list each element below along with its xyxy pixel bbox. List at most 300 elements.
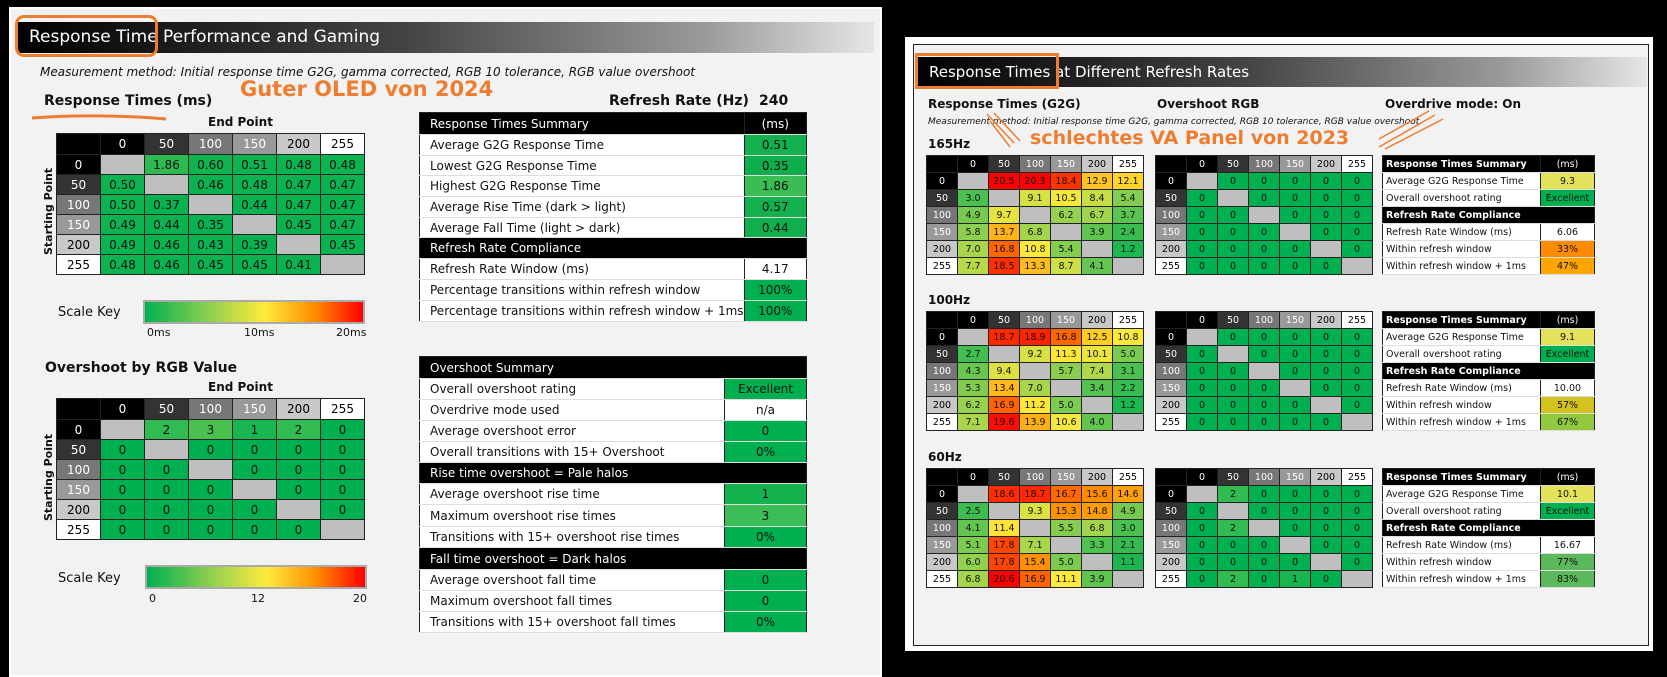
matrix-col-header: 255 [321,134,365,155]
matrix-col-header: 200 [1082,469,1113,486]
summary1-row-label: Highest G2G Response Time [420,176,745,197]
matrix-cell: 1.1 [1113,554,1144,571]
summary-label: Overall overshoot rating [1383,346,1541,363]
matrix-cell: 0 [1249,571,1280,588]
matrix-cell: 0.48 [321,155,365,175]
matrix-cell: 2 [277,420,321,440]
matrix-corner [927,312,958,329]
matrix-cell: 0 [1249,224,1280,241]
matrix-cell: 0.44 [145,215,189,235]
matrix-row-header: 50 [927,503,958,520]
matrix-cell: 2.1 [1113,537,1144,554]
summary-value: (ms) [1541,312,1595,329]
matrix-cell: 18.6 [989,486,1020,503]
matrix-cell: 2.7 [958,346,989,363]
rt-end-point-label: End Point [208,115,273,129]
matrix-cell: 6.8 [1082,520,1113,537]
matrix-cell: 1 [233,420,277,440]
matrix-corner [57,134,101,155]
matrix-cell [145,440,189,460]
rt-matrix-165Hz [926,155,1144,275]
matrix-cell: 0 [1187,537,1218,554]
matrix-cell: 0 [1249,190,1280,207]
matrix-col-header: 200 [1311,469,1342,486]
matrix-cell: 11.2 [1020,397,1051,414]
matrix-cell: 4.1 [958,520,989,537]
summary-label: Refresh Rate Compliance [1383,363,1595,380]
scale1-label: Scale Key [58,305,121,320]
matrix-cell [1218,346,1249,363]
summary-value: 6.06 [1541,224,1595,241]
matrix-cell: 0.47 [321,215,365,235]
matrix-cell: 0.45 [189,255,233,275]
matrix-row-header: 200 [927,554,958,571]
matrix-cell: 0 [1249,537,1280,554]
matrix-cell: 2.4 [1113,224,1144,241]
summary-label: Within refresh window [1383,397,1541,414]
matrix-cell [321,255,365,275]
matrix-cell: 0 [321,440,365,460]
matrix-row-header: 100 [1156,207,1187,224]
matrix-cell: 7.0 [958,241,989,258]
matrix-cell: 7.1 [1020,537,1051,554]
matrix-cell: 0 [1280,258,1311,275]
summary-label: Refresh Rate Window (ms) [1383,224,1541,241]
matrix-col-header: 200 [1311,156,1342,173]
matrix-cell: 16.9 [989,397,1020,414]
matrix-cell: 16.7 [1051,486,1082,503]
matrix-cell: 11.1 [1051,571,1082,588]
matrix-cell: 0.46 [145,235,189,255]
matrix-cell: 9.4 [989,363,1020,380]
matrix-row-header: 50 [57,175,101,195]
matrix-cell [1311,554,1342,571]
matrix-cell: 0 [1280,397,1311,414]
matrix-col-header: 150 [1051,156,1082,173]
matrix-cell: 0 [1311,537,1342,554]
matrix-row-header: 100 [57,460,101,480]
matrix-col-header: 50 [145,134,189,155]
left-method-text: Measurement method: Initial response time G2G, gamma corrected, RGB 10 tolerance, RGB value overshoot [40,65,696,79]
matrix-cell: 0 [1280,554,1311,571]
matrix-cell [989,503,1020,520]
matrix-cell: 0.47 [277,195,321,215]
matrix-cell [1113,258,1144,275]
matrix-col-header: 150 [1280,312,1311,329]
matrix-col-header: 100 [1249,156,1280,173]
matrix-cell [1113,571,1144,588]
matrix-col-header: 0 [101,134,145,155]
matrix-cell: 6.8 [958,571,989,588]
matrix-row-header: 255 [927,258,958,275]
matrix-cell [1082,397,1113,414]
matrix-cell: 7.7 [958,258,989,275]
matrix-cell: 18.5 [989,258,1020,275]
matrix-cell: 0 [233,440,277,460]
rise-header: Rise time overshoot = Pale halos [420,463,807,484]
matrix-cell: 4.9 [1113,503,1144,520]
summary-value: 9.1 [1541,329,1595,346]
matrix-cell: 0 [145,500,189,520]
matrix-cell: 1.86 [145,155,189,175]
rise-row-label: Transitions with 15+ overshoot rise times [420,527,725,548]
summary-label: Response Times Summary [1383,312,1541,329]
matrix-cell [1051,380,1082,397]
matrix-cell: 0 [1280,503,1311,520]
summary-label: Average G2G Response Time [1383,329,1541,346]
matrix-cell: 0 [189,440,233,460]
matrix-cell: 0.41 [277,255,321,275]
matrix-cell: 18.9 [1020,329,1051,346]
matrix-col-header: 200 [1082,312,1113,329]
matrix-cell: 0.60 [189,155,233,175]
matrix-cell: 10.1 [1082,346,1113,363]
matrix-cell: 20.5 [989,173,1020,190]
matrix-cell: 10.5 [1051,190,1082,207]
matrix-cell: 0 [1311,346,1342,363]
matrix-cell: 0.43 [189,235,233,255]
matrix-corner [927,469,958,486]
matrix-cell: 0.37 [145,195,189,215]
matrix-row-header: 100 [57,195,101,215]
matrix-cell: 5.3 [958,380,989,397]
fall-row-value: 0% [725,612,807,633]
matrix-cell [958,173,989,190]
matrix-cell: 5.0 [1113,346,1144,363]
rt-heading-underline [30,109,170,123]
matrix-cell: 0 [1342,190,1373,207]
matrix-col-header: 50 [145,399,189,420]
matrix-cell: 5.4 [1051,241,1082,258]
summary1-row-value: 0.51 [744,135,806,156]
matrix-cell: 1.2 [1113,241,1144,258]
matrix-cell [1342,571,1373,588]
matrix-cell: 0 [233,520,277,540]
matrix-cell: 1 [1280,571,1311,588]
matrix-col-header: 100 [189,399,233,420]
matrix-row-header: 0 [57,155,101,175]
right-title-rest: at Different Refresh Rates [1050,63,1250,81]
annotation-scribble-right [1377,109,1447,151]
summary-value: 47% [1541,258,1595,275]
right-panel [905,37,1653,651]
matrix-cell: 13.4 [989,380,1020,397]
response-times-summary [419,112,807,322]
matrix-cell: 0 [1249,241,1280,258]
matrix-cell [958,329,989,346]
left-panel [9,7,882,677]
matrix-cell: 3.1 [1113,363,1144,380]
matrix-cell: 0 [1280,520,1311,537]
matrix-col-header: 100 [1020,312,1051,329]
matrix-cell: 0 [1311,520,1342,537]
summary-label: Refresh Rate Compliance [1383,207,1595,224]
summary2-row-label: Overdrive mode used [420,400,725,421]
matrix-cell: 0 [1311,207,1342,224]
matrix-cell: 12.9 [1082,173,1113,190]
matrix-row-header: 255 [927,571,958,588]
matrix-cell: 6.8 [1020,224,1051,241]
matrix-cell [233,215,277,235]
matrix-cell: 0 [1342,503,1373,520]
matrix-cell: 0 [1280,207,1311,224]
matrix-cell: 11.3 [1051,346,1082,363]
summary-label: Response Times Summary [1383,469,1541,486]
matrix-cell: 0 [1311,503,1342,520]
matrix-cell: 3.7 [1113,207,1144,224]
matrix-cell: 3 [189,420,233,440]
matrix-cell: 0 [321,480,365,500]
matrix-cell: 0 [1311,258,1342,275]
matrix-col-header: 50 [1218,156,1249,173]
os-matrix-60Hz [1155,468,1373,588]
summary2-row-value: n/a [725,400,807,421]
matrix-cell: 0 [1249,173,1280,190]
summary-value: 57% [1541,397,1595,414]
matrix-cell: 10.8 [1113,329,1144,346]
matrix-cell: 0.47 [277,175,321,195]
matrix-cell: 0 [1218,397,1249,414]
right-title-highlight-box [915,53,1059,89]
matrix-cell: 8.7 [1051,258,1082,275]
matrix-cell: 0 [1342,537,1373,554]
summary-label: Response Times Summary [1383,156,1541,173]
matrix-row-header: 50 [1156,346,1187,363]
matrix-cell: 17.8 [989,537,1020,554]
left-title-highlight-box [15,15,158,57]
matrix-cell: 5.5 [1051,520,1082,537]
matrix-cell: 0 [1342,486,1373,503]
matrix-cell: 0 [101,520,145,540]
matrix-cell [1218,503,1249,520]
matrix-cell: 0 [1218,241,1249,258]
matrix-cell: 0 [1311,571,1342,588]
matrix-col-header: 200 [1311,312,1342,329]
right-col-rt-label: Response Times (G2G) [928,97,1081,111]
matrix-row-header: 0 [1156,329,1187,346]
matrix-corner [1156,469,1187,486]
summary2-row-label: Average overshoot error [420,421,725,442]
matrix-row-header: 200 [927,241,958,258]
matrix-cell: 0 [1311,486,1342,503]
matrix-row-header: 200 [1156,241,1187,258]
os-matrix-100Hz [1155,311,1373,431]
matrix-cell: 13.3 [1020,258,1051,275]
matrix-cell: 0.50 [101,175,145,195]
matrix-cell: 0.47 [321,175,365,195]
matrix-cell: 0 [1187,241,1218,258]
matrix-cell: 0 [1342,329,1373,346]
matrix-cell [1249,520,1280,537]
matrix-col-header: 0 [958,156,989,173]
matrix-cell: 0 [1311,173,1342,190]
matrix-cell: 16.8 [989,241,1020,258]
matrix-cell: 0 [1187,397,1218,414]
matrix-cell: 17.8 [989,554,1020,571]
matrix-cell: 0 [101,440,145,460]
matrix-cell: 0 [1187,554,1218,571]
matrix-cell [1249,207,1280,224]
summary-label: Refresh Rate Window (ms) [1383,537,1541,554]
matrix-row-header: 0 [1156,173,1187,190]
matrix-row-header: 150 [927,224,958,241]
matrix-cell: 8.4 [1082,190,1113,207]
matrix-cell: 4.1 [1082,258,1113,275]
summary-60Hz [1382,468,1595,588]
matrix-cell: 0 [1187,520,1218,537]
matrix-cell [277,500,321,520]
matrix-cell [1342,414,1373,431]
matrix-cell [958,486,989,503]
summary-value: 33% [1541,241,1595,258]
matrix-cell: 0.46 [145,255,189,275]
matrix-row-header: 255 [57,520,101,540]
matrix-cell: 0 [1187,190,1218,207]
matrix-cell [1020,363,1051,380]
matrix-cell: 9.1 [1020,190,1051,207]
summary1-unit: (ms) [744,113,806,135]
os-starting-point-label: Starting Point [42,433,55,521]
matrix-cell: 0 [1249,397,1280,414]
matrix-cell: 0 [1311,363,1342,380]
matrix-cell: 6.2 [1051,207,1082,224]
matrix-row-header: 150 [1156,537,1187,554]
matrix-cell: 0 [277,460,321,480]
matrix-cell: 0 [321,420,365,440]
matrix-corner [927,156,958,173]
matrix-cell: 0 [1280,241,1311,258]
scale2-mid: 12 [251,592,265,605]
matrix-cell: 0 [1187,503,1218,520]
summary2-row-value: 0% [725,442,807,463]
matrix-cell: 0 [1218,224,1249,241]
matrix-cell: 0 [1249,258,1280,275]
annotation-scribble-left [984,111,1024,151]
rise-row-value: 1 [725,484,807,505]
summary2-row-label: Overall overshoot rating [420,379,725,400]
matrix-col-header: 100 [1249,312,1280,329]
matrix-cell [1311,397,1342,414]
matrix-row-header: 255 [1156,258,1187,275]
matrix-cell: 0 [1218,258,1249,275]
matrix-cell: 3.0 [1113,520,1144,537]
matrix-row-header: 150 [1156,224,1187,241]
summary-label: Average G2G Response Time [1383,173,1541,190]
matrix-cell: 0 [1280,414,1311,431]
summary-label: Refresh Rate Compliance [1383,520,1595,537]
matrix-cell [1280,224,1311,241]
matrix-cell: 0 [1280,190,1311,207]
right-panel-inner [913,44,1649,646]
right-annotation: schlechtes VA Panel von 2023 [1030,127,1350,149]
matrix-cell: 0 [1187,363,1218,380]
matrix-cell [1311,241,1342,258]
matrix-cell: 0.45 [277,215,321,235]
matrix-cell: 4.3 [958,363,989,380]
summary-label: Overall overshoot rating [1383,190,1541,207]
matrix-col-header: 50 [989,312,1020,329]
matrix-cell: 13.7 [989,224,1020,241]
compliance-row-label: Refresh Rate Window (ms) [420,259,745,280]
matrix-cell: 0 [277,480,321,500]
summary-value: 10.1 [1541,486,1595,503]
matrix-row-header: 200 [57,235,101,255]
refresh-rate-heading: 165Hz [928,137,971,151]
matrix-cell: 0 [1218,207,1249,224]
matrix-cell: 0 [1342,554,1373,571]
matrix-cell: 9.7 [989,207,1020,224]
matrix-cell [1187,173,1218,190]
matrix-col-header: 255 [1342,469,1373,486]
matrix-cell: 0 [1249,380,1280,397]
matrix-col-header: 50 [1218,469,1249,486]
matrix-cell: 0 [101,460,145,480]
matrix-cell: 0 [1249,554,1280,571]
os-matrix [56,398,365,540]
os-heading: Overshoot by RGB Value [45,360,238,376]
matrix-cell: 0 [1249,503,1280,520]
matrix-row-header: 255 [927,414,958,431]
matrix-cell: 0 [233,460,277,480]
matrix-cell [145,175,189,195]
rt-heading: Response Times (ms) [44,93,213,109]
matrix-cell: 0 [1187,414,1218,431]
matrix-col-header: 0 [1187,469,1218,486]
summary-100Hz [1382,311,1595,431]
summary-label: Within refresh window + 1ms [1383,258,1541,275]
matrix-cell: 15.6 [1082,486,1113,503]
matrix-cell: 0 [1249,329,1280,346]
matrix-cell [1218,190,1249,207]
rise-row-value: 0% [725,527,807,548]
scale2-min: 0 [149,592,156,605]
rt-matrix-100Hz [926,311,1144,431]
matrix-cell: 3.4 [1082,380,1113,397]
matrix-cell: 9.2 [1020,346,1051,363]
matrix-cell [1020,207,1051,224]
matrix-cell: 0 [1342,520,1373,537]
compliance-header: Refresh Rate Compliance [420,238,807,259]
matrix-cell: 0 [1218,380,1249,397]
matrix-cell: 0 [1280,346,1311,363]
summary-value: Excellent [1541,190,1595,207]
scale2-max: 20 [353,592,367,605]
matrix-col-header: 150 [1051,312,1082,329]
matrix-cell: 0 [1218,554,1249,571]
matrix-row-header: 255 [1156,414,1187,431]
rt-starting-point-label: Starting Point [42,167,55,255]
matrix-cell [189,195,233,215]
rt-matrix [56,133,365,275]
matrix-cell: 0 [321,460,365,480]
matrix-cell [1187,329,1218,346]
summary1-row-value: 0.57 [744,197,806,218]
summary2-header: Overshoot Summary [420,357,807,379]
matrix-cell: 20.6 [989,571,1020,588]
matrix-cell [1082,241,1113,258]
summary2-row-value: Excellent [725,379,807,400]
summary-value: Excellent [1541,346,1595,363]
matrix-cell [1187,486,1218,503]
matrix-row-header: 150 [57,480,101,500]
matrix-cell: 0 [1342,363,1373,380]
matrix-col-header: 150 [233,134,277,155]
matrix-col-header: 150 [1280,156,1311,173]
matrix-cell: 5.0 [1051,554,1082,571]
matrix-corner [57,399,101,420]
matrix-cell: 0.44 [233,195,277,215]
matrix-cell: 7.0 [1020,380,1051,397]
